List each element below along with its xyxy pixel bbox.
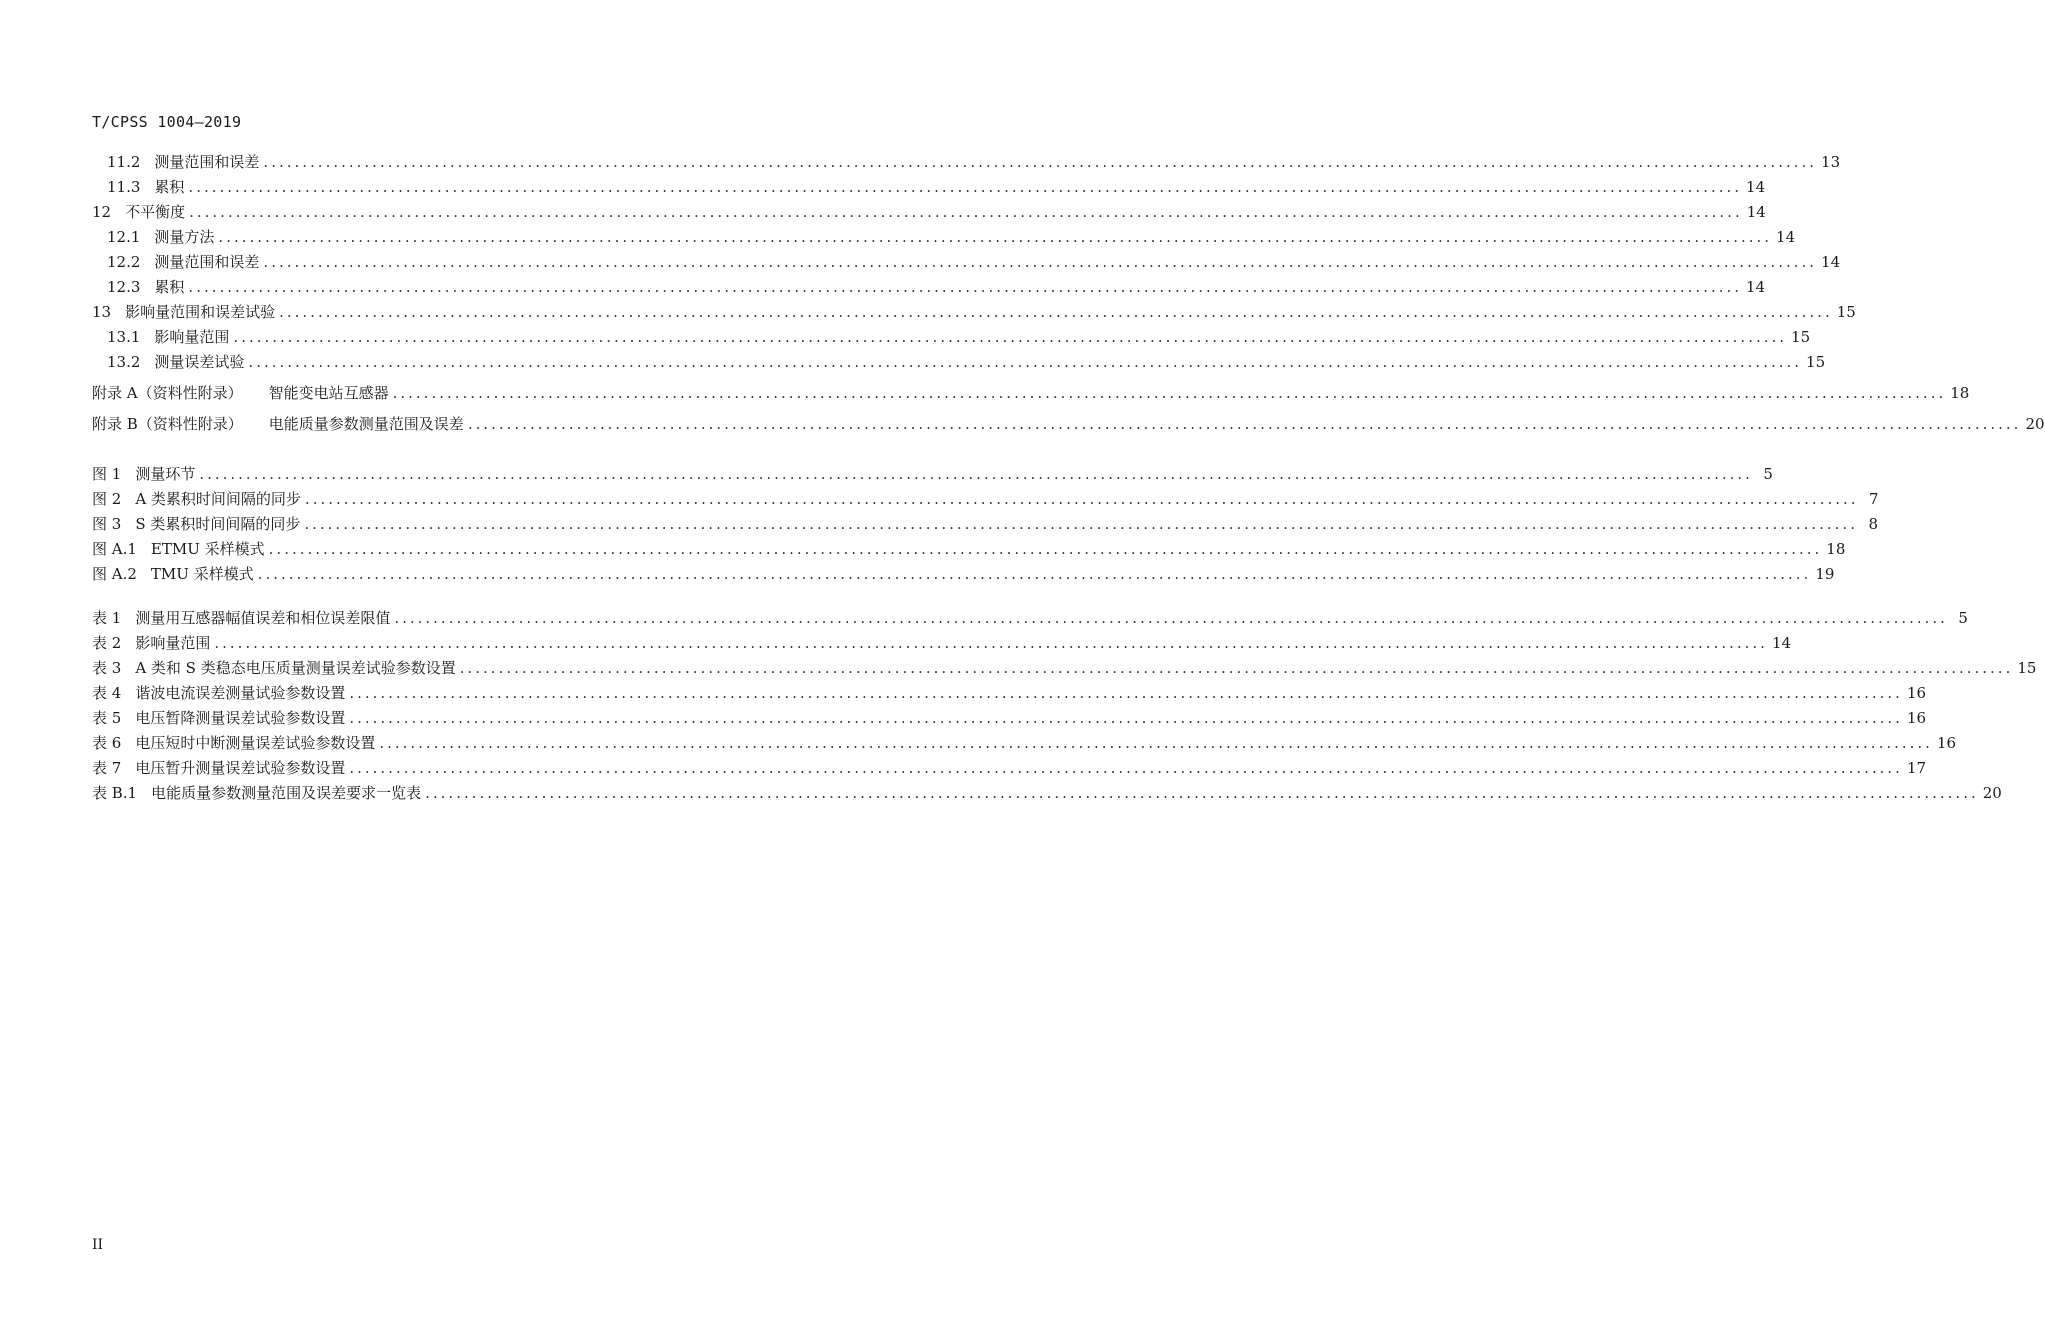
toc-entry-figure[interactable] <box>92 538 1846 563</box>
toc-entry[interactable] <box>92 151 1841 176</box>
toc-section-tables <box>92 607 2037 807</box>
toc-entry-number: 12 <box>92 203 112 221</box>
toc-entry-title: 测量用互感器幅值误差和相位误差限值 <box>135 609 391 627</box>
toc-entry-number: 图 A.2 <box>92 565 137 583</box>
toc-entry-number: 13.2 <box>107 353 141 371</box>
toc-entry-table[interactable] <box>92 657 2037 682</box>
page-number: II <box>92 1237 104 1253</box>
leader-dots: ........................................................................................................................................................................................................ <box>379 734 1933 752</box>
toc-entry-table[interactable] <box>92 607 1968 632</box>
toc-entry-number: 表 6 <box>92 734 122 752</box>
leader-dots: ........................................................................................................................................................................................................ <box>392 384 1947 402</box>
toc-entry-title: 累积 <box>154 178 185 196</box>
toc-entry-title: 谐波电流误差测量试验参数设置 <box>135 684 346 702</box>
toc-entry-page: 16 <box>1936 734 1957 752</box>
toc-entry-number: 12.3 <box>107 278 141 296</box>
toc-entry-table[interactable] <box>92 757 1927 782</box>
toc-section-figures <box>92 463 1879 588</box>
standard-code: T/CPSS 1004—2019 <box>92 113 242 131</box>
toc-entry-figure[interactable] <box>92 488 1879 513</box>
toc-entry-page: 18 <box>1826 540 1846 558</box>
toc-entry-table[interactable] <box>92 632 1792 657</box>
toc-entry-page: 15 <box>1806 353 1826 371</box>
toc-entry-page: 8 <box>1868 515 1878 533</box>
leader-dots: ........................................................................................................................................................................................................ <box>304 515 1858 533</box>
toc-entry-number: 表 1 <box>92 609 122 627</box>
toc-entry-page: 20 <box>1982 784 2002 802</box>
toc-section-clauses <box>92 151 1856 376</box>
toc-entry-number: 附录 B（资料性附录） <box>92 415 243 433</box>
toc-entry-title: 测量范围和误差 <box>154 253 260 271</box>
table-of-contents <box>92 151 2045 807</box>
toc-entry-number: 表 4 <box>92 684 122 702</box>
toc-entry-number: 图 3 <box>92 515 122 533</box>
leader-dots: ........................................................................................................................................................................................................ <box>257 565 1812 583</box>
toc-entry-page: 14 <box>1746 203 1766 221</box>
toc-entry-number: 11.3 <box>107 178 141 196</box>
leader-dots: ........................................................................................................................................................................................................ <box>199 465 1753 483</box>
toc-entry-title: A 类累积时间间隔的同步 <box>135 490 301 508</box>
leader-dots: ........................................................................................................................................................................................................ <box>233 328 1788 346</box>
toc-entry-title: 影响量范围和误差试验 <box>125 303 276 321</box>
leader-dots: ........................................................................................................................................................................................................ <box>214 634 1768 652</box>
toc-entry[interactable] <box>92 326 1811 351</box>
toc-entry-title: 影响量范围 <box>135 634 211 652</box>
toc-entry-number: 图 A.1 <box>92 540 137 558</box>
leader-dots: ........................................................................................................................................................................................................ <box>304 490 1859 508</box>
toc-entry-page: 15 <box>2017 659 2037 677</box>
toc-entry-table[interactable] <box>92 782 2002 807</box>
toc-entry[interactable] <box>92 226 1796 251</box>
toc-entry-number: 附录 A（资料性附录） <box>92 384 243 402</box>
leader-dots: ........................................................................................................................................................................................................ <box>218 228 1773 246</box>
toc-entry-number: 图 1 <box>92 465 122 483</box>
toc-entry-page: 18 <box>1950 384 1970 402</box>
toc-entry-appendix[interactable] <box>92 382 1970 413</box>
toc-entry[interactable] <box>92 276 1766 301</box>
toc-entry-page: 16 <box>1906 709 1927 727</box>
toc-entry-page: 14 <box>1746 178 1766 196</box>
toc-entry[interactable] <box>92 251 1841 276</box>
toc-entry-number: 图 2 <box>92 490 122 508</box>
toc-entry-title: 电压短时中断测量误差试验参数设置 <box>135 734 376 752</box>
toc-entry-title: 不平衡度 <box>125 203 186 221</box>
toc-entry-number: 12.2 <box>107 253 141 271</box>
toc-entry-number: 表 3 <box>92 659 122 677</box>
toc-entry-page: 16 <box>1906 684 1927 702</box>
toc-entry-number: 表 5 <box>92 709 122 727</box>
toc-entry-title: 影响量范围 <box>154 328 230 346</box>
leader-dots: ........................................................................................................................................................................................................ <box>189 203 1743 221</box>
toc-entry[interactable] <box>92 351 1826 376</box>
toc-entry-number: 13 <box>92 303 112 321</box>
toc-entry[interactable] <box>92 201 1766 226</box>
toc-entry-title: 测量环节 <box>135 465 196 483</box>
toc-entry-table[interactable] <box>92 732 1957 757</box>
toc-entry-figure[interactable] <box>92 513 1878 538</box>
toc-entry-title: ETMU 采样模式 <box>150 540 265 558</box>
leader-dots: ........................................................................................................................................................................................................ <box>459 659 2014 677</box>
leader-dots: ........................................................................................................................................................................................................ <box>349 759 1903 777</box>
leader-dots: ........................................................................................................................................................................................................ <box>263 253 1818 271</box>
toc-entry-title: TMU 采样模式 <box>150 565 254 583</box>
toc-entry-figure[interactable] <box>92 563 1835 588</box>
leader-dots: ........................................................................................................................................................................................................ <box>349 709 1903 727</box>
toc-entry-page: 15 <box>1836 303 1856 321</box>
toc-entry-table[interactable] <box>92 707 1927 732</box>
toc-entry-number: 11.2 <box>107 153 141 171</box>
toc-entry-page: 20 <box>2025 415 2045 433</box>
toc-entry-title: 电压暂升测量误差试验参数设置 <box>135 759 346 777</box>
toc-entry-number: 表 2 <box>92 634 122 652</box>
toc-entry-title: 电压暂降测量误差试验参数设置 <box>135 709 346 727</box>
toc-entry-page: 19 <box>1815 565 1835 583</box>
toc-entry-title: 测量范围和误差 <box>154 153 260 171</box>
toc-section-appendices <box>92 382 2045 444</box>
toc-entry-title: 测量误差试验 <box>154 353 245 371</box>
leader-dots: ........................................................................................................................................................................................................ <box>349 684 1903 702</box>
toc-entry-title: 测量方法 <box>154 228 215 246</box>
toc-entry-number: 表 7 <box>92 759 122 777</box>
toc-entry[interactable] <box>92 176 1766 201</box>
leader-dots: ........................................................................................................................................................................................................ <box>394 609 1948 627</box>
leader-dots: ........................................................................................................................................................................................................ <box>188 278 1743 296</box>
toc-entry-page: 14 <box>1821 253 1841 271</box>
toc-entry-page: 14 <box>1776 228 1796 246</box>
toc-entry-title: 累积 <box>154 278 185 296</box>
leader-dots: ........................................................................................................................................................................................................ <box>467 415 2022 433</box>
toc-entry-title: 智能变电站互感器 <box>268 384 389 402</box>
leader-dots: ........................................................................................................................................................................................................ <box>279 303 1833 321</box>
toc-entry-page: 17 <box>1906 759 1927 777</box>
toc-entry-number: 13.1 <box>107 328 141 346</box>
toc-entry-figure[interactable] <box>92 463 1773 488</box>
toc-entry-title: A 类和 S 类稳态电压质量测量误差试验参数设置 <box>135 659 456 677</box>
toc-entry-title: S 类累积时间间隔的同步 <box>135 515 301 533</box>
toc-entry-page: 13 <box>1821 153 1841 171</box>
toc-entry-number: 12.1 <box>107 228 141 246</box>
toc-entry-title: 电能质量参数测量范围及误差要求一览表 <box>151 784 422 802</box>
toc-entry-table[interactable] <box>92 682 1927 707</box>
toc-entry-page: 7 <box>1869 490 1879 508</box>
leader-dots: ........................................................................................................................................................................................................ <box>248 353 1803 371</box>
toc-entry-page: 5 <box>1958 609 1968 627</box>
leader-dots: ........................................................................................................................................................................................................ <box>268 540 1823 558</box>
toc-entry-page: 15 <box>1791 328 1811 346</box>
toc-entry[interactable] <box>92 301 1856 326</box>
toc-entry-page: 14 <box>1746 278 1766 296</box>
leader-dots: ........................................................................................................................................................................................................ <box>425 784 1979 802</box>
toc-entry-page: 5 <box>1763 465 1773 483</box>
toc-entry-title: 电能质量参数测量范围及误差 <box>268 415 464 433</box>
toc-entry-number: 表 B.1 <box>92 784 138 802</box>
toc-entry-appendix[interactable] <box>92 413 2045 444</box>
leader-dots: ........................................................................................................................................................................................................ <box>263 153 1818 171</box>
leader-dots: ........................................................................................................................................................................................................ <box>188 178 1743 196</box>
toc-entry-page: 14 <box>1771 634 1792 652</box>
